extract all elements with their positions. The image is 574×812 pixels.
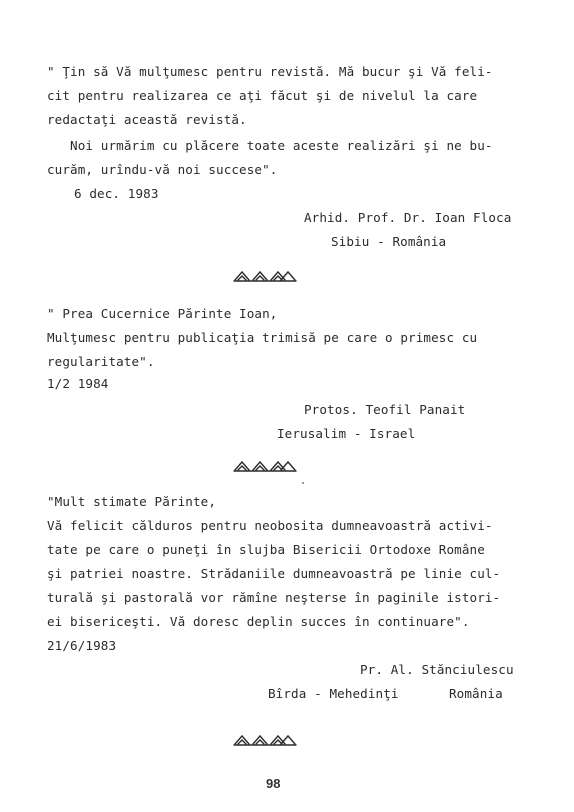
letter-3-line-6: ei bisericeşti. Vă doresc deplin succes în continuare". — [47, 614, 470, 629]
letter-1-line-5: curăm, urîndu-vă noi succese". — [47, 162, 278, 177]
letter-3-line-3: tate pe care o puneţi în slujba Bisericii Ortodoxe Române — [47, 542, 485, 557]
floral-ornament-icon — [232, 268, 298, 284]
letter-3-line-5: turală şi pastorală vor rămîne neşterse în paginile istori- — [47, 590, 501, 605]
letter-2-line-3: regularitate". — [47, 354, 155, 369]
letter-3-signature-place: Bîrda - Mehedinţi — [268, 686, 399, 701]
letter-1-signature-name: Arhid. Prof. Dr. Ioan Floca — [304, 210, 512, 225]
letter-2-date: 1/2 1984 — [47, 376, 109, 391]
letter-1-line-3: redactaţi această revistă. — [47, 112, 247, 127]
letter-3-signature-country: România — [449, 686, 503, 701]
letter-1-date: 6 dec. 1983 — [74, 186, 159, 201]
letter-1-signature-place: Sibiu - România — [331, 234, 447, 249]
letter-2-signature-name: Protos. Teofil Panait — [304, 402, 466, 417]
letter-3-date: 21/6/1983 — [47, 638, 117, 653]
letter-1-line-4: Noi urmărim cu plăcere toate aceste realizări şi ne bu- — [47, 138, 493, 153]
letter-3-line-2: Vă felicit călduros pentru neobosita dumneavoastră activi- — [47, 518, 493, 533]
letter-2-line-2: Mulţumesc pentru publicaţia trimisă pe care o primesc cu — [47, 330, 478, 345]
letter-3-signature-name: Pr. Al. Stănciulescu — [360, 662, 514, 677]
letter-1-line-1: " Ţin să Vă mulţumesc pentru revistă. Mă bucur şi Vă feli- — [47, 64, 493, 79]
letter-1-line-2: cit pentru realizarea ce aţi făcut şi de nivelul la care — [47, 88, 478, 103]
floral-ornament-icon — [232, 732, 298, 748]
letter-2-signature-place: Ierusalim - Israel — [277, 426, 416, 441]
letter-3-line-1: "Mult stimate Părinte, — [47, 494, 217, 509]
letter-2-line-1: " Prea Cucernice Părinte Ioan, — [47, 306, 278, 321]
letter-3-line-4: şi patriei noastre. Strădaniile dumneavoastră pe linie cul- — [47, 566, 501, 581]
page-number: 98 — [266, 776, 281, 791]
floral-ornament-icon — [232, 458, 298, 474]
print-speck — [302, 482, 304, 484]
